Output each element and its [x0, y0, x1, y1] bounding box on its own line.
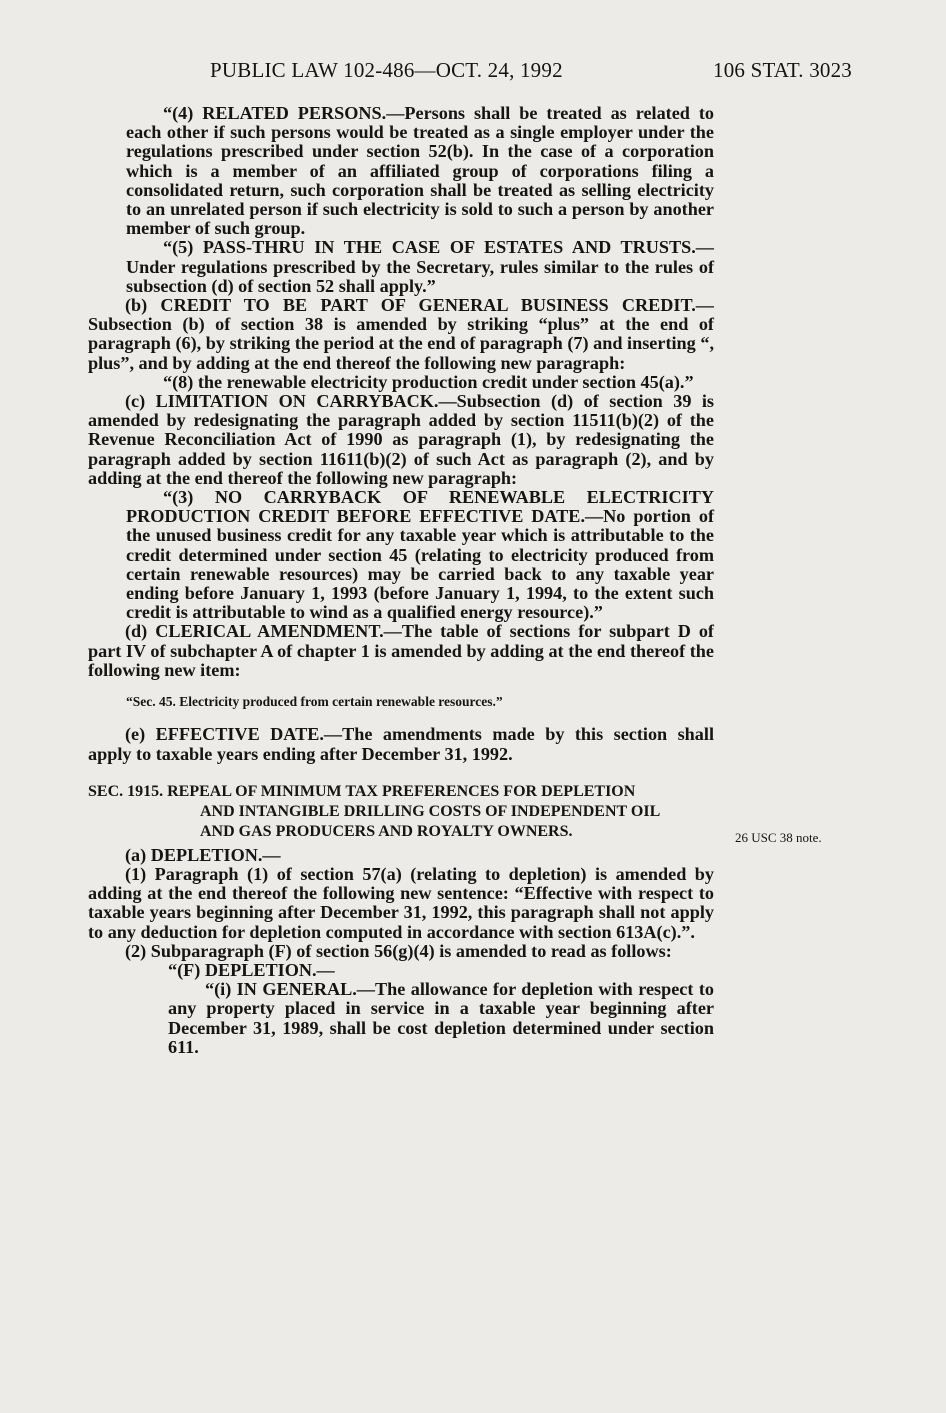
paragraph-subsection-c: (c) LIMITATION ON CARRYBACK.—Subsection (d) of section 39 is amended by redesignating the paragraph added by section 11511(b)(2) of the Revenue Reconciliation Act of 1990 as paragraph (1), by redesignating the paragraph added by section 11611(b)(2) of such Act as paragraph (2), and by adding at the end thereof the following new paragraph:	[88, 391, 714, 488]
header-title: PUBLIC LAW 102-486—OCT. 24, 1992	[210, 58, 563, 82]
paragraph-in-general: “(i) IN GENERAL.—The allowance for depletion with respect to any property placed in service in a taxable year beginning after December 31, 1989, shall be cost depletion determined under section 611.	[168, 979, 714, 1057]
paragraph-depletion-a: (a) DEPLETION.—	[125, 844, 281, 865]
section-heading-line-3: AND GAS PRODUCERS AND ROYALTY OWNERS.	[200, 822, 573, 840]
page-header	[88, 58, 852, 84]
paragraph-depletion-2: (2) Subparagraph (F) of section 56(g)(4) is amended to read as follows:	[125, 940, 672, 961]
section-heading-line-2: AND INTANGIBLE DRILLING COSTS OF INDEPENDENT OIL	[200, 802, 661, 820]
paragraph-subsection-e: (e) EFFECTIVE DATE.—The amendments made by this section shall apply to taxable years ending after December 31, 1992.	[88, 724, 714, 764]
margin-note: 26 USC 38 note.	[735, 830, 822, 845]
paragraph-credit-8: “(8) the renewable electricity production credit under section 45(a).”	[163, 371, 694, 392]
paragraph-subsection-d: (d) CLERICAL AMENDMENT.—The table of sections for subpart D of part IV of subchapter A of chapter 1 is amended by adding at the end thereof the following new item:	[88, 621, 714, 680]
paragraph-related-persons: “(4) RELATED PERSONS.—Persons shall be treated as related to each other if such persons would be treated as a single employer under the regulations prescribed under section 52(b). In the case of a corporation which is a member of an affiliated group of corporations filing a consolidated return, such corporation shall be treated as selling electricity to an unrelated person if such electricity is sold to such a person by another member of such group.	[126, 103, 714, 239]
paragraph-no-carryback: “(3) NO CARRYBACK OF RENEWABLE ELECTRICITY PRODUCTION CREDIT BEFORE EFFECTIVE DATE.—No portion of the unused business credit for any taxable year which is attributable to the credit determined under section 45 (relating to electricity produced from certain renewable resources) may be carried back to any taxable year ending before January 1, 1993 (before January 1, 1994, to the extent such credit is attributable to wind as a qualified energy resource).”	[126, 487, 714, 623]
section-heading-line-1: SEC. 1915. REPEAL OF MINIMUM TAX PREFERENCES FOR DEPLETION	[88, 782, 636, 800]
paragraph-subsection-b: (b) CREDIT TO BE PART OF GENERAL BUSINESS CREDIT.—Subsection (b) of section 38 is amended by striking “plus” at the end of paragraph (6), by striking the period at the end of paragraph (7) and inserting “, plus”, and by adding at the end thereof the following new paragraph:	[88, 295, 714, 373]
paragraph-depletion-f: “(F) DEPLETION.—	[168, 959, 335, 980]
section-heading	[88, 782, 714, 842]
paragraph-new-item: “Sec. 45. Electricity produced from certain renewable resources.”	[126, 694, 503, 710]
document-body	[88, 104, 714, 1057]
paragraph-pass-thru: “(5) PASS-THRU IN THE CASE OF ESTATES AND TRUSTS.—Under regulations prescribed by the Secretary, rules similar to the rules of subsection (d) of section 52 shall apply.”	[126, 237, 714, 296]
paragraph-depletion-1: (1) Paragraph (1) of section 57(a) (relating to depletion) is amended by adding at the end thereof the following new sentence: “Effective with respect to taxable years beginning after December 31, 1992, this paragraph shall not apply to any deduction for depletion computed in accordance with section 613A(c).”.	[88, 863, 714, 942]
header-stat-page: 106 STAT. 3023	[713, 58, 852, 82]
